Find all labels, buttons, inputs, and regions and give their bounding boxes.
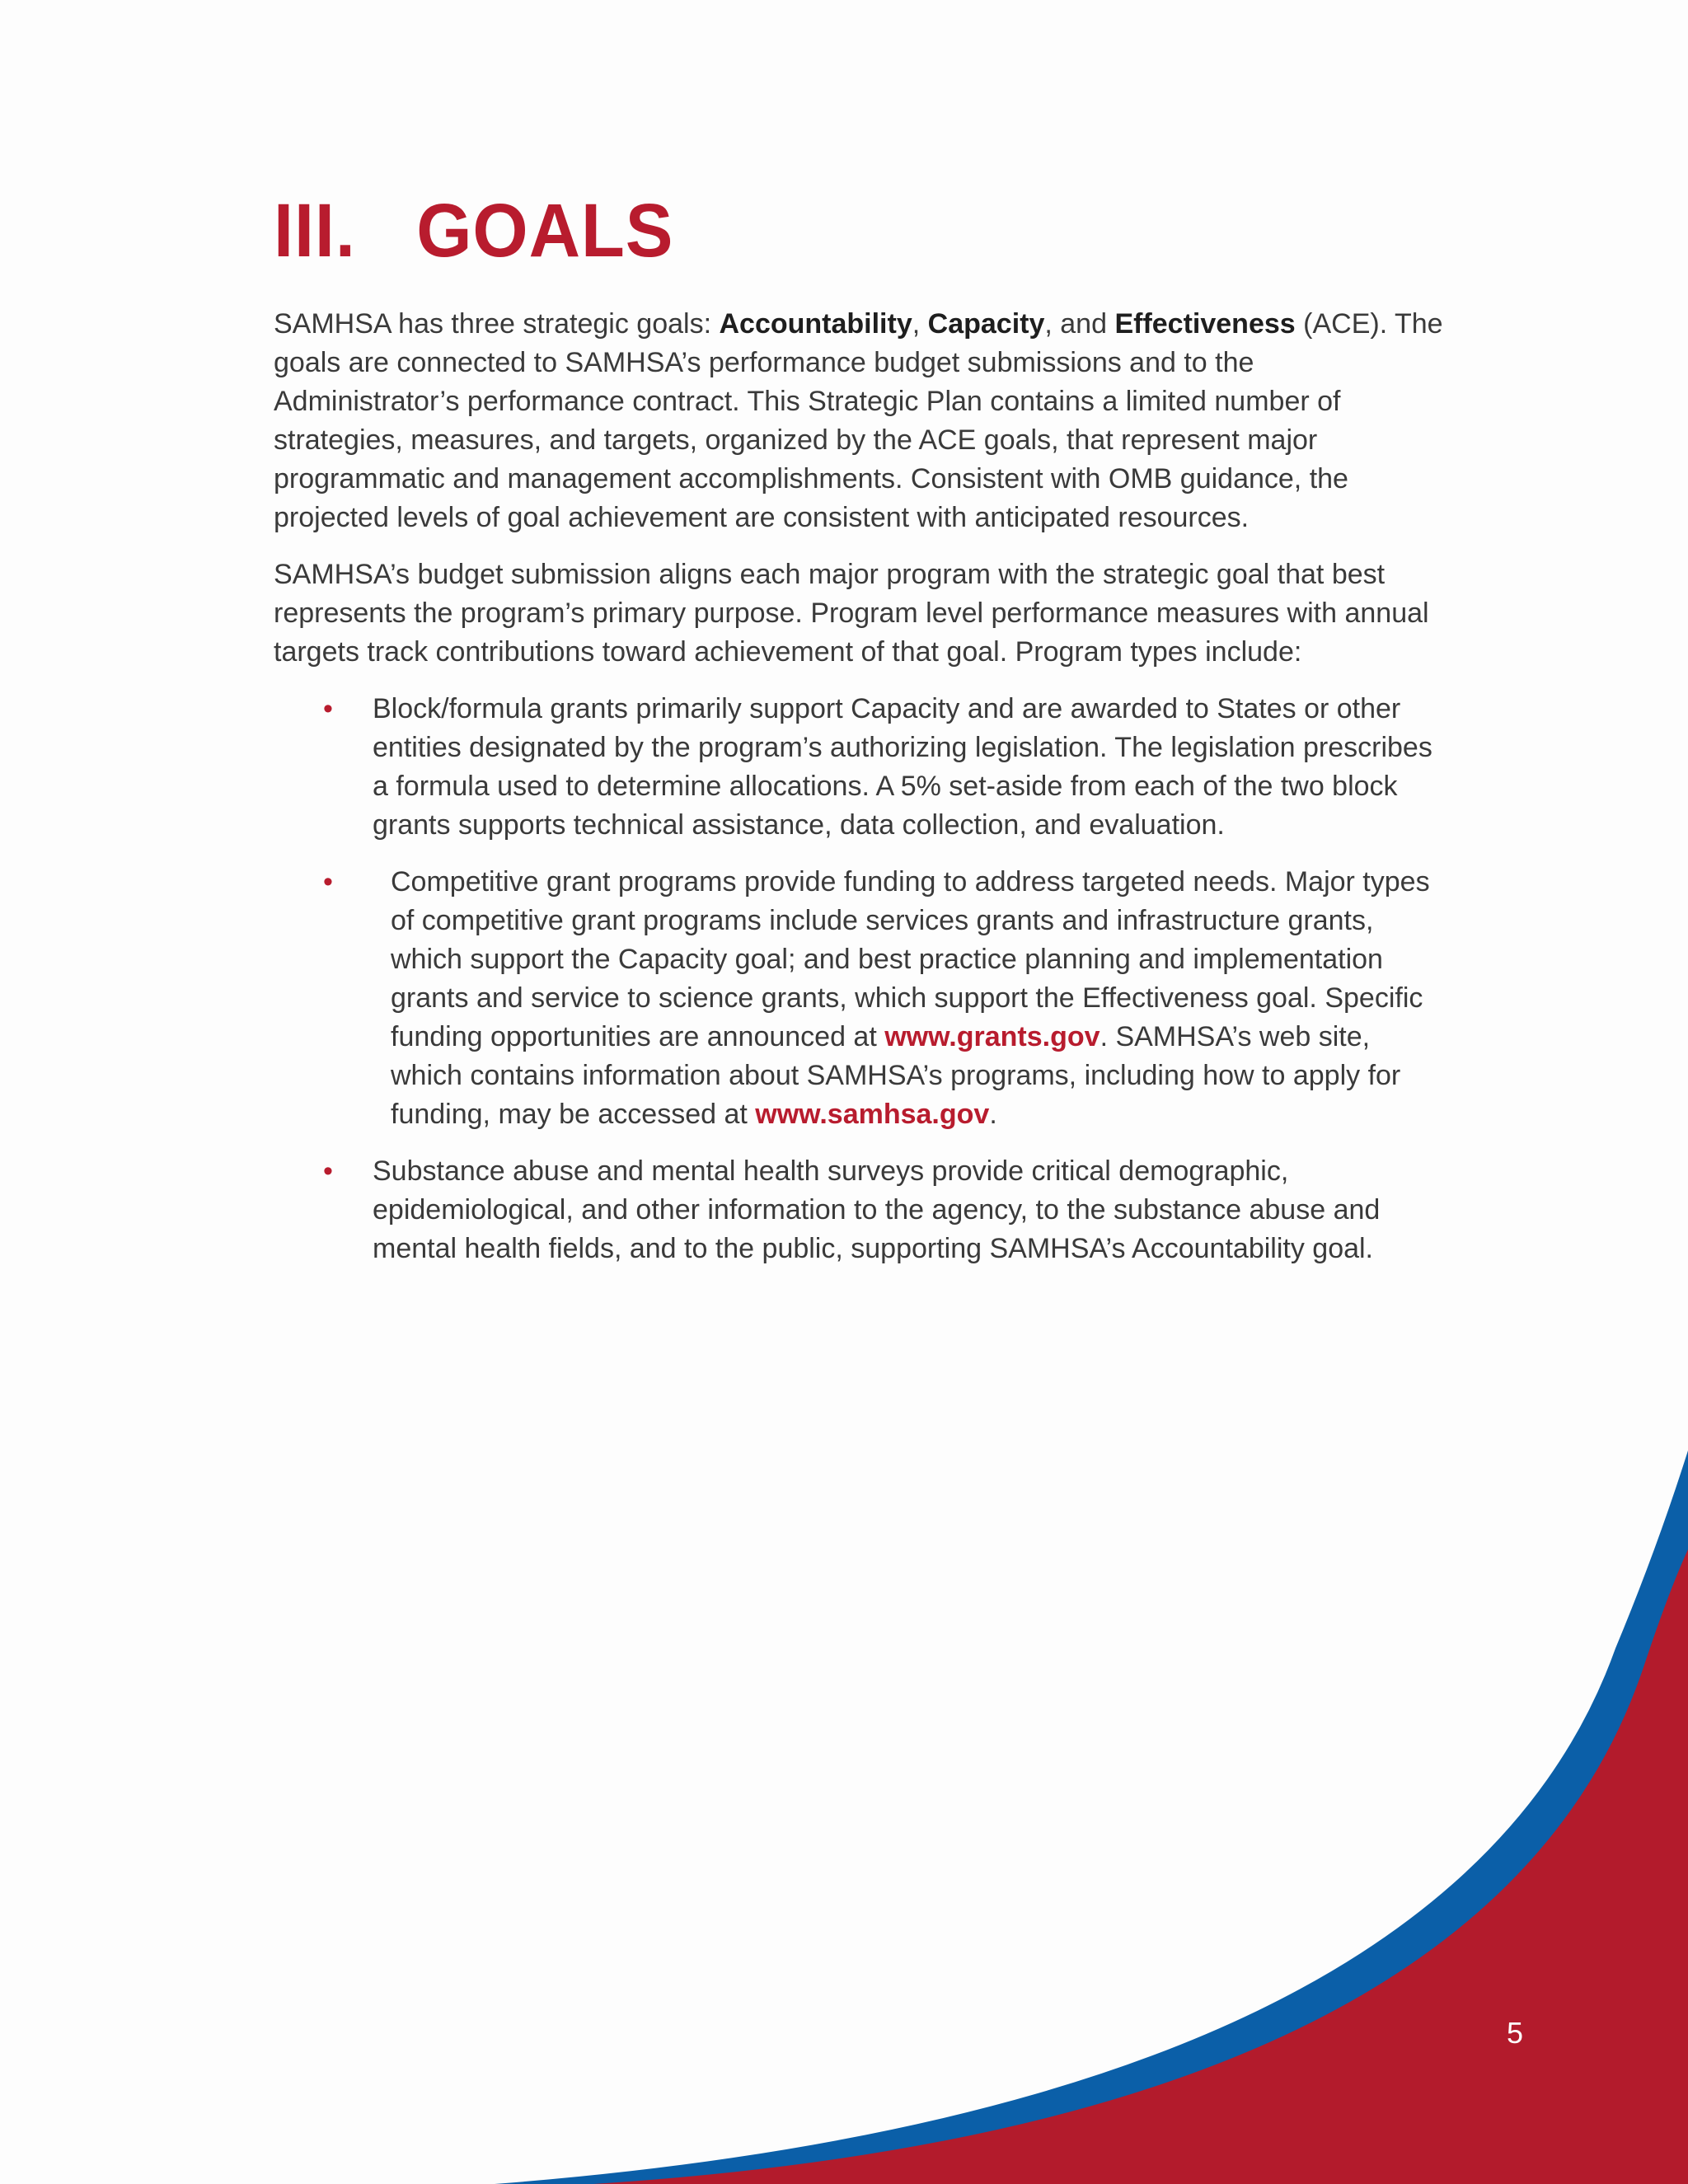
intro-separator: , and <box>1044 308 1115 340</box>
grants-gov-link[interactable]: www.grants.gov <box>884 1021 1100 1052</box>
list-item-text: Substance abuse and mental health surveys provide critical demographic, epidemiological, and other information to the agency, to the substance abuse and mental health fields, and to the public, supporting SAMHSA’s Accountability goal. <box>373 1155 1381 1264</box>
list-item <box>274 1152 1444 1268</box>
list-item-text: Competitive grant programs provide funding to address targeted needs. Major types of competitive grant programs include services grants and infrastructure grants, which support the Capacity goal; and best practice planning and implementation grants and service to science grants, which support the Effectiveness goal. Specific funding opportunities are announced at <box>391 866 1430 1052</box>
section-body <box>274 305 1444 1286</box>
budget-paragraph: SAMHSA’s budget submission aligns each major program with the strategic goal that best represents the program’s primary purpose. Program level performance measures with annual targets track contributions toward achievement of that goal. Program types include: <box>274 559 1429 668</box>
goal-effectiveness: Effectiveness <box>1114 308 1296 340</box>
list-item <box>274 863 1444 1134</box>
list-item-text: . <box>989 1099 997 1130</box>
list-item <box>274 690 1444 845</box>
goal-accountability: Accountability <box>719 308 912 340</box>
section-title: GOALS <box>416 189 674 273</box>
goal-capacity: Capacity <box>927 308 1045 340</box>
intro-separator: , <box>912 308 928 340</box>
intro-rest: (ACE). The goals are connected to SAMHSA’s performance budget submissions and to the Administrator’s performance contract. This Strategic Plan contains a limited number of strategies, measures, and targets, organized by the ACE goals, that represent major programmatic and management accomplishments. Consistent with OMB guidance, the projected levels of goal achievement are consistent with anticipated resources. <box>274 308 1443 533</box>
list-item-text: . SAMHSA’s web site, which contains information about SAMHSA’s programs, including how to apply for funding, may be accessed at <box>391 1021 1401 1130</box>
bullet-icon: • <box>323 1155 333 1187</box>
bullet-icon: • <box>323 693 333 724</box>
samhsa-gov-link[interactable]: www.samhsa.gov <box>755 1099 990 1130</box>
intro-prefix: SAMHSA has three strategic goals: <box>274 308 720 340</box>
page-number: 5 <box>1507 2016 1524 2050</box>
program-types-list <box>274 690 1444 1268</box>
section-number: III. <box>274 189 356 273</box>
list-item-text: Block/formula grants primarily support Capacity and are awarded to States or other entities designated by the program’s authorizing legislation. The legislation prescribes a formula used to determine allocations. A 5% set-aside from each of the two block grants supports technical assistance, data collection, and evaluation. <box>373 693 1432 841</box>
section-heading <box>274 185 673 276</box>
bullet-icon: • <box>323 866 333 898</box>
intro-paragraph <box>274 305 1444 537</box>
